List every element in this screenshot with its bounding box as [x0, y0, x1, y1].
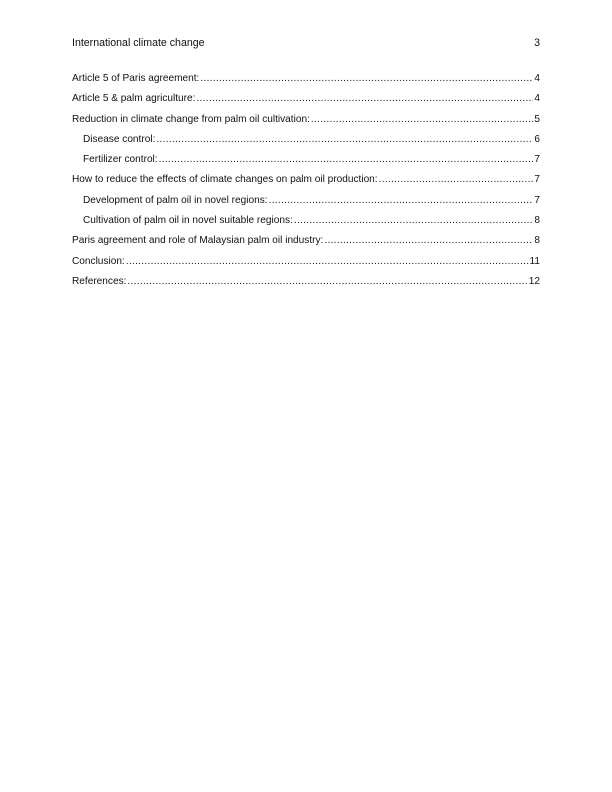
toc-entry-label: Disease control:	[83, 133, 156, 145]
toc-subentry[interactable]	[72, 153, 540, 167]
dot-leader	[196, 92, 533, 106]
dot-leader	[379, 173, 534, 187]
toc-entry-label: References:	[72, 275, 127, 287]
toc-entry[interactable]	[72, 275, 540, 289]
toc-entry-label: Reduction in climate change from palm oil cultivation:	[72, 113, 310, 125]
toc-subentry[interactable]	[72, 194, 540, 208]
page-header	[72, 36, 540, 50]
toc-entry-page: 6	[534, 133, 540, 145]
toc-entry-label: Article 5 & palm agriculture:	[72, 93, 196, 105]
dot-leader	[127, 275, 527, 289]
toc-entry-page: 4	[534, 73, 540, 84]
toc-entry-label: How to reduce the effects of climate changes on palm oil production:	[72, 174, 378, 186]
toc-entry-label: Fertilizer control:	[83, 154, 158, 166]
toc-entry-page: 4	[534, 93, 540, 105]
dot-leader	[126, 255, 529, 269]
table-of-contents	[72, 72, 540, 295]
toc-entry-page: 11	[529, 255, 540, 267]
toc-entry-page: 5	[534, 113, 540, 125]
toc-entry-label: Article 5 of Paris agreement:	[72, 73, 200, 84]
toc-entry-label: Paris agreement and role of Malaysian palm oil industry:	[72, 235, 324, 247]
toc-entry[interactable]	[72, 113, 540, 127]
dot-leader	[294, 214, 534, 228]
running-head-title: International climate change	[72, 37, 205, 49]
toc-entry-page: 12	[528, 275, 540, 287]
toc-entry-page: 8	[534, 235, 540, 247]
toc-entry[interactable]	[72, 173, 540, 187]
toc-entry-page: 8	[534, 215, 540, 227]
toc-entry-label: Development of palm oil in novel regions:	[83, 194, 268, 206]
toc-entry[interactable]	[72, 234, 540, 248]
toc-entry[interactable]	[72, 72, 540, 86]
toc-entry-page: 7	[534, 154, 540, 166]
dot-leader	[200, 72, 533, 86]
dot-leader	[269, 194, 534, 208]
dot-leader	[324, 234, 533, 248]
page-number: 3	[534, 37, 540, 49]
toc-subentry[interactable]	[72, 133, 540, 147]
toc-entry-label: Conclusion:	[72, 255, 125, 267]
toc-entry[interactable]	[72, 255, 540, 269]
toc-entry-page: 7	[534, 194, 540, 206]
toc-entry-page: 7	[534, 174, 540, 186]
dot-leader	[311, 113, 533, 127]
toc-entry[interactable]	[72, 92, 540, 106]
dot-leader	[156, 133, 533, 147]
toc-subentry[interactable]	[72, 214, 540, 228]
toc-entry-label: Cultivation of palm oil in novel suitable regions:	[83, 215, 293, 227]
dot-leader	[159, 153, 534, 167]
